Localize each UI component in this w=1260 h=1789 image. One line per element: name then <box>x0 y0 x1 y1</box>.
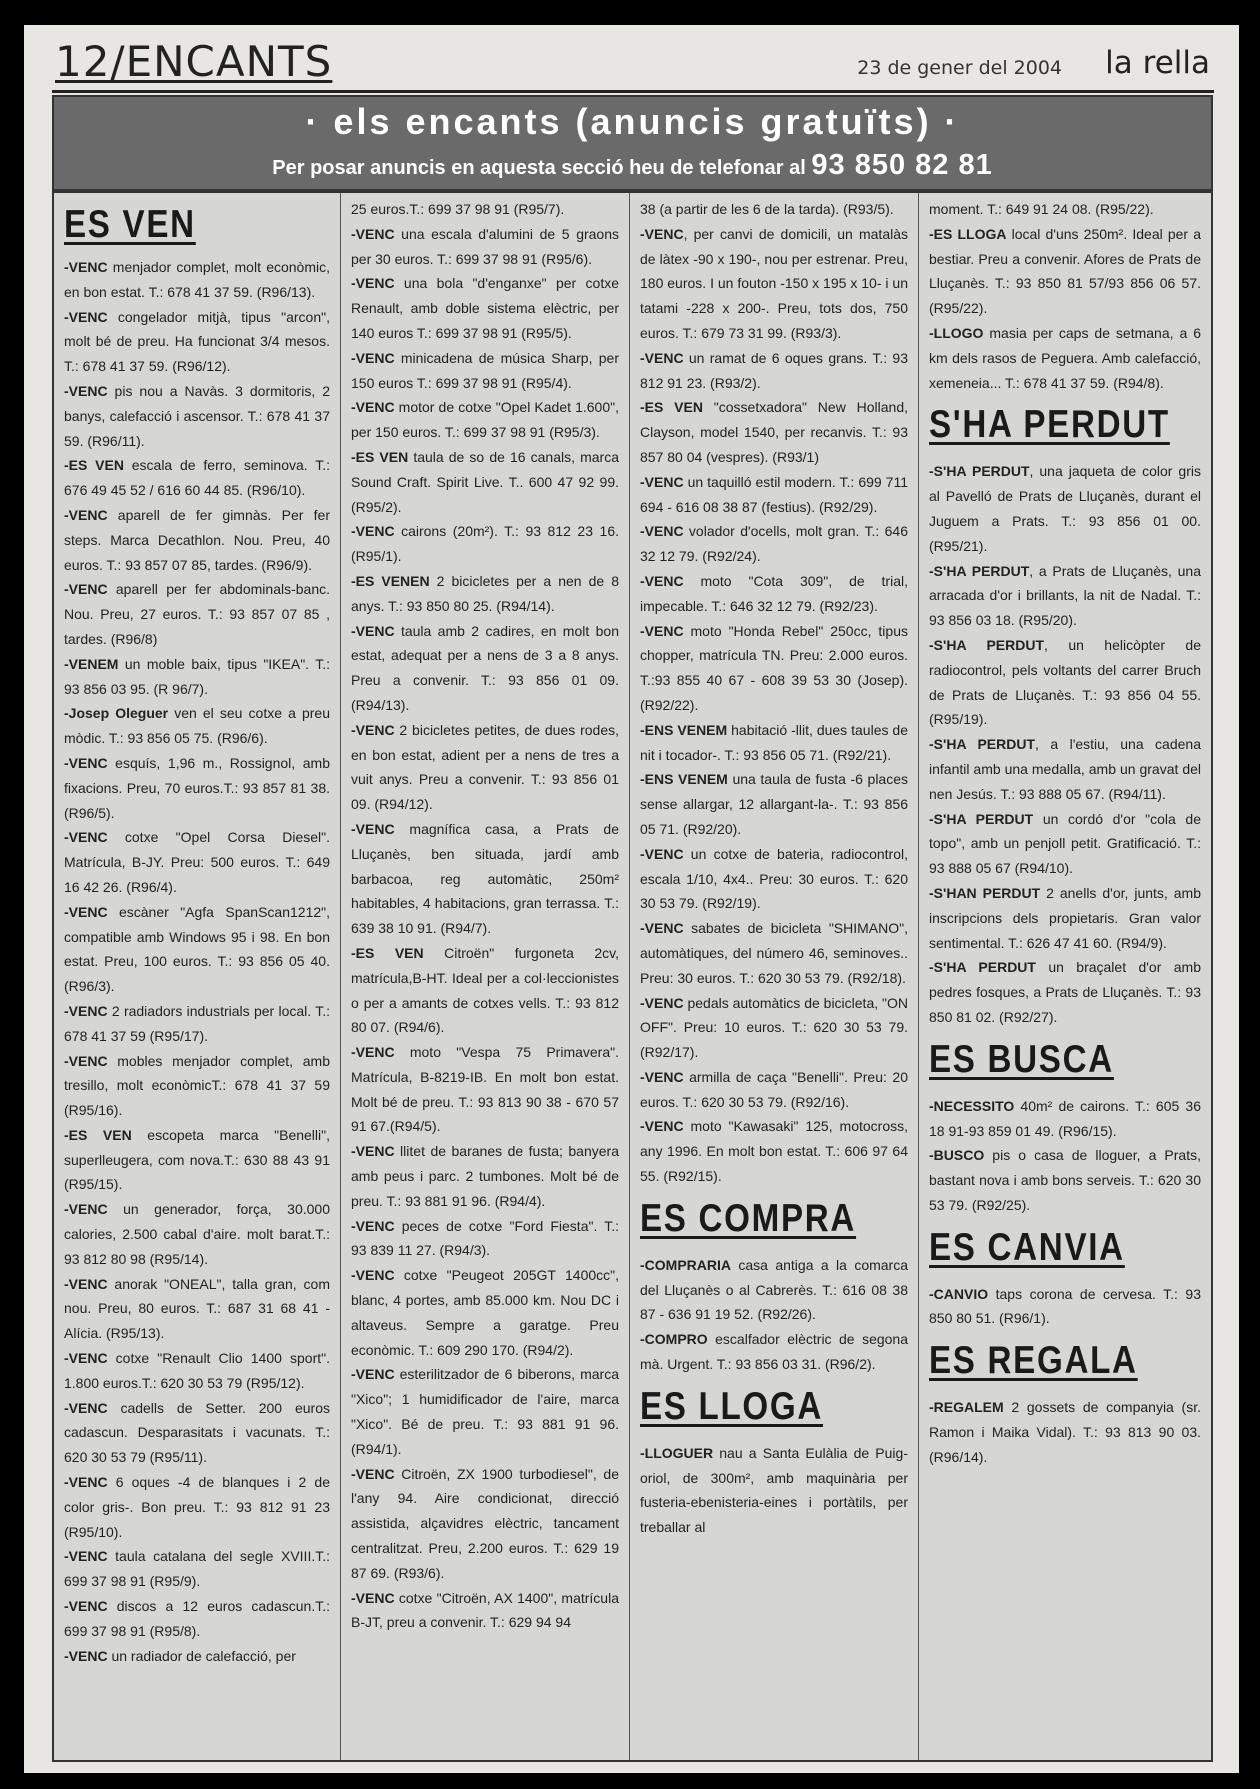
ad-text: 2 bicicletes petites, de dues rodes, en bon estat, adient per a nens de tres a vuit anys. Preu a convenir. T.: 93 856 01 09. (R94/12). <box>351 721 619 813</box>
column-2 <box>341 193 630 1760</box>
ad-keyword: -S'HA PERDUT <box>929 562 1030 579</box>
ad-keyword: -VENC <box>64 903 108 920</box>
classifieds-columns <box>52 191 1213 1762</box>
classified-ad <box>351 941 619 1040</box>
ad-keyword: -ES VEN <box>351 448 409 465</box>
ad-text: un ramat de 6 oques grans. T.: 93 812 91 23. (R93/2). <box>640 349 908 391</box>
banner-title: · els encants (anuncis gratuïts) · <box>305 101 960 142</box>
ad-text: taula catalana del segle XVIII.T.: 699 37 98 91 (R95/9). <box>64 1548 330 1590</box>
banner-subtitle-text: Per posar anuncis en aquesta secció heu de telefonar al <box>272 157 806 179</box>
ad-text: escala de ferro, seminova. T.: 676 49 45 52 / 616 60 44 85. (R96/10). <box>64 457 331 499</box>
classified-ad <box>64 1396 330 1470</box>
classified-ad <box>351 1139 619 1213</box>
classified-ad <box>351 1462 619 1586</box>
ad-text: llitet de baranes de fusta; banyera amb peus i parc. 2 tumbones. Molt bé de preu. T.: 93 881 91 96. (R94/4). <box>351 1143 619 1209</box>
ad-keyword: -VENC <box>351 523 395 540</box>
classified-ad <box>64 503 330 577</box>
category-heading-es-busca: ES BUSCA <box>929 1037 1114 1081</box>
ad-keyword: -VENC <box>351 1589 395 1606</box>
classified-ad <box>929 1395 1201 1469</box>
ad-text: magnífica casa, a Prats de Lluçanès, ben situada, jardí amb barbacoa, reg automàtic, 250m² habitables, 4 habitacions, gran terrassa. T.: 639 38 10 91. (R94/7). <box>351 820 619 937</box>
ad-text: cadells de Setter. 200 euros cadascun. Desparasitats i vacunats. T.: 620 30 53 79 (R95/11). <box>64 1399 330 1466</box>
ad-text: congelador mitjà, tipus "arcon", molt bé de preu. Ha funcionat 3/4 mesos. T.: 678 41 37 59. (R96/12). <box>64 308 330 375</box>
classified-ad <box>640 222 908 346</box>
ad-text: moto "Honda Rebel" 250cc, tipus chopper, matrícula TN. Preu: 2.000 euros. T.:93 855 40 67 - 608 39 53 30 (Josep). (R92/22). <box>640 622 908 713</box>
classified-ad <box>640 991 908 1065</box>
ad-text: menjador complet, molt econòmic, en bon estat. T.: 678 41 37 59. (R96/13). <box>64 259 330 300</box>
ad-keyword: -VENC <box>64 308 108 325</box>
section-title: 12/ENCANTS <box>55 37 333 86</box>
ad-text: 2 radiadors industrials per local. T.: 678 41 37 59 (R95/17). <box>64 1002 330 1044</box>
ad-keyword: -LLOGO <box>929 324 984 341</box>
ad-keyword: -VENC <box>351 225 395 242</box>
ad-keyword: -VENC <box>351 820 395 837</box>
classified-ad <box>351 569 619 619</box>
classified-ad <box>64 701 330 751</box>
classified-ad <box>351 395 619 445</box>
classified-ad <box>351 817 619 941</box>
classified-ad <box>929 881 1201 955</box>
banner-phone: 93 850 82 81 <box>811 149 993 181</box>
classified-ad <box>64 1644 330 1669</box>
classified-ad <box>640 1327 908 1377</box>
ad-list <box>929 1395 1201 1469</box>
classified-ad <box>351 1214 619 1264</box>
ad-list <box>929 1094 1201 1218</box>
ad-keyword: -LLOGUER <box>640 1444 714 1461</box>
classified-ad <box>64 1049 330 1123</box>
ad-text: una escala d'alumini de 5 graons per 30 euros. T.: 699 37 98 91 (R95/6). <box>351 225 619 267</box>
classified-ad <box>640 718 908 768</box>
ad-keyword: -VENC <box>64 1002 108 1019</box>
ad-keyword: -VENC <box>640 349 684 366</box>
classified-ad <box>640 346 908 396</box>
classified-ad <box>351 445 619 519</box>
column-4 <box>919 193 1211 1760</box>
ad-list <box>929 197 1201 395</box>
classified-ad <box>351 718 619 817</box>
classified-ad <box>64 305 330 379</box>
ad-text: cotxe "Renault Clio 1400 sport". 1.800 euros.T.: 620 30 53 79 (R95/12). <box>64 1350 330 1391</box>
ad-keyword: -ES VEN <box>640 399 703 416</box>
ad-text: discos a 12 euros cadascun.T.: 699 37 98 91 (R95/8). <box>64 1598 330 1639</box>
classified-ad <box>64 1197 330 1271</box>
ad-text: Citroën" furgoneta 2cv, matrícula,B-HT. Ideal per a col·leccionistes o per a amants de cotxes vells. T.: 93 812 80 07. (R94/6). <box>351 944 619 1036</box>
ad-text: un taquilló estil modern. T.: 699 711 694 - 616 08 38 87 (festius). (R92/29). <box>640 473 908 515</box>
ad-text: Citroën, ZX 1900 turbodiesel", de l'any 94. Aire condicionat, direcció assistida, alçavidres elèctric, tancament centralitzat. Preu, 2.200 euros. T.: 629 19 87 69. (R93/6). <box>351 1465 619 1581</box>
ad-text: peces de cotxe "Ford Fiesta". T.: 93 839 11 27. (R94/3). <box>351 1217 619 1259</box>
ad-keyword: -S'HA PERDUT <box>929 810 1034 827</box>
classified-ad <box>64 900 330 999</box>
classified-ad <box>351 619 619 718</box>
ad-keyword: -VENC <box>640 920 684 937</box>
classified-ad <box>351 1263 619 1362</box>
ad-keyword: -VENC <box>640 225 684 242</box>
ad-keyword: -Josep Oleguer <box>64 705 169 722</box>
ad-keyword: -VENC <box>351 399 395 416</box>
classified-ad <box>929 955 1201 1029</box>
ad-text: 25 euros.T.: 699 37 98 91 (R95/7). <box>351 201 565 217</box>
classified-ad <box>351 1586 619 1636</box>
classified-ad <box>929 197 1201 222</box>
ad-keyword: -VENC <box>64 382 108 399</box>
category-heading-es-compra: ES COMPRA <box>640 1196 857 1240</box>
ad-keyword: -VENC <box>351 721 395 738</box>
category-heading-es-regala: ES REGALA <box>929 1339 1138 1383</box>
ad-text: masia per caps de setmana, a 6 km dels rasos de Peguera. Amb calefacció, xemeneia... T.: 678 41 37 59. (R94/8). <box>929 324 1201 391</box>
ad-keyword: -ES VEN <box>351 944 424 961</box>
ad-text: cotxe "Peugeot 205GT 1400cc", blanc, 4 portes, amb 85.000 km. Nou DC i altaveus. Sempre a garatge. Preu econòmic. T.: 609 290 170. (R94/2). <box>351 1267 619 1358</box>
ad-list <box>351 197 619 1635</box>
ad-keyword: -VENC <box>351 349 395 366</box>
ad-text: anorak "ONEAL", talla gran, com nou. Preu, 80 euros. T.: 687 31 68 41 - Alícia. (R95/13). <box>64 1275 330 1342</box>
ad-text: moto "Vespa 75 Primavera". Matrícula, B-8219-IB. En molt bon estat. Molt bé de preu. T.: 93 813 90 38 - 670 57 91 67.(R94/5). <box>351 1044 619 1135</box>
ad-text: nau a Santa Eulàlia de Puig-oriol, de 300m², amb maquinària per fusteria-ebenisteria-eines i portàtils, per treballar al <box>640 1444 908 1536</box>
classified-ad <box>640 619 908 718</box>
ad-text: moto "Cota 309", de trial, impecable. T.: 646 32 12 79. (R92/23). <box>640 572 908 614</box>
classified-ad <box>351 1040 619 1139</box>
ad-keyword: -REGALEM <box>929 1399 1004 1416</box>
ad-text: un cordó d'or "cola de topo", amb un penjoll petit. Gratificació. T.: 93 888 05 67 (R94/10). <box>929 810 1201 877</box>
ad-keyword: -VENC <box>351 1366 395 1383</box>
ad-text: 38 (a partir de les 6 de la tarda). (R93/5). <box>640 201 894 217</box>
ad-keyword: -VENC <box>351 1044 395 1061</box>
ad-list <box>640 1441 908 1540</box>
classified-ad <box>640 569 908 619</box>
ad-text: una taula de fusta -6 places sense allargar, 12 allargant-la-. T.: 93 856 05 71. (R92/20). <box>640 771 908 837</box>
ad-text: sabates de bicicleta "SHIMANO", automàtiques, del número 46, seminoves.. Preu: 30 euros. T.: 620 30 53 79. (R92/18). <box>640 920 908 986</box>
ad-text: escalfador elèctric de segona mà. Urgent. T.: 93 856 03 31. (R96/2). <box>640 1331 908 1373</box>
classified-ad <box>929 807 1201 881</box>
ad-text: pedals automàtics de bicicleta, "ON OFF". Preu: 10 euros. T.: 620 30 53 79. (R92/17). <box>640 994 908 1061</box>
ad-text: armilla de caça "Benelli". Preu: 20 euros. T.: 620 30 53 79. (R92/16). <box>640 1068 908 1110</box>
category-heading-es-ven: ES VEN <box>64 203 196 246</box>
banner-subtitle <box>54 149 1211 182</box>
ad-list <box>929 459 1201 1029</box>
ad-text: aparell per fer abdominals-banc. Nou. Preu, 27 euros. T.: 93 857 07 85 , tardes. (R96/8) <box>64 581 330 647</box>
classified-ad <box>929 222 1201 321</box>
classified-ad <box>351 1362 619 1461</box>
ad-keyword: -VENC <box>640 845 684 862</box>
classified-ad <box>64 652 330 702</box>
classified-ad <box>351 271 619 345</box>
classifieds-banner <box>52 95 1213 191</box>
ad-text: escàner "Agfa SpanScan1212", compatible amb Windows 95 i 98. En bon estat. Preu, 100 euros. T.: 93 856 05 40. (R96/3). <box>64 903 330 995</box>
ad-keyword: -VENC <box>64 1548 108 1565</box>
ad-keyword: -VENC <box>64 1201 108 1218</box>
ad-list <box>640 1253 908 1377</box>
classified-ad <box>929 1094 1201 1144</box>
ad-text: un radiador de calefacció, per <box>107 1647 296 1664</box>
ad-keyword: -VENC <box>64 1598 108 1615</box>
category-heading-es-canvia: ES CANVIA <box>929 1225 1125 1269</box>
classified-ad <box>64 999 330 1049</box>
classified-ad <box>640 1441 908 1540</box>
ad-text: , per canvi de domicili, un matalàs de làtex -90 x 190-, nou per estrenar. Preu, 180 euros. I un fouton -150 x 195 x 10- i un tatami -228 x 200-. Preu, tots dos, 750 euros. T.: 679 73 31 99. (R93/3). <box>640 225 908 341</box>
ad-keyword: -ES VEN <box>64 457 124 474</box>
ad-text: cotxe "Opel Corsa Diesel". Matrícula, B-JY. Preu: 500 euros. T.: 649 16 42 26. (R96/4). <box>64 829 330 895</box>
ad-keyword: -VENC <box>351 1143 395 1160</box>
ad-text: pis o casa de lloguer, a Prats, bastant nova i amb bons serveis. T.: 620 30 53 79. (R92/25). <box>929 1147 1201 1213</box>
classified-ad <box>351 346 619 396</box>
classified-ad <box>351 519 619 569</box>
ad-keyword: -VENC <box>351 1267 395 1284</box>
ad-text: 2 gossets de companyia (sr. Ramon i Maika Vidal). T.: 93 813 90 03. (R96/14). <box>929 1399 1201 1465</box>
ad-list <box>929 1282 1201 1332</box>
ad-text: cairons (20m²). T.: 93 812 23 16. (R95/1). <box>351 523 619 565</box>
column-3 <box>630 193 919 1760</box>
ad-keyword: -COMPRARIA <box>640 1256 731 1273</box>
ad-keyword: -VENC <box>640 473 684 490</box>
classified-ad <box>640 470 908 520</box>
ad-keyword: -S'HAN PERDUT <box>929 884 1041 901</box>
ad-text: un generador, força, 30.000 calories, 2.500 cabal d'aire. molt barat.T.: 93 812 80 98 (R95/14). <box>64 1201 330 1267</box>
classified-ad <box>640 1114 908 1188</box>
classified-ad <box>64 1346 330 1396</box>
ad-text: taps corona de cervesa. T.: 93 850 80 51. (R96/1). <box>929 1285 1201 1327</box>
newspaper-page <box>24 25 1239 1773</box>
ad-keyword: -VENC <box>640 1068 684 1085</box>
classified-ad <box>640 1065 908 1115</box>
ad-text: pis nou a Navàs. 3 dormitoris, 2 banys, calefacció i ascensor. T.: 678 41 37 59. (R96/11). <box>64 382 330 449</box>
classified-ad <box>929 633 1201 732</box>
ad-text: un moble baix, tipus "IKEA". T.: 93 856 03 95. (R 96/7). <box>64 655 330 697</box>
classified-ad <box>64 751 330 825</box>
ad-keyword: -VENC <box>64 1647 108 1664</box>
classified-ad <box>929 559 1201 633</box>
ad-text: , un helicòpter de radiocontrol, pels voltants del carrer Bruch de Prats de Lluçanès. T.: 93 856 04 55. (R95/19). <box>929 636 1202 728</box>
ad-text: local d'uns 250m². Ideal per a bestiar. Preu a convenir. Afores de Prats de Lluçanès. T.: 93 850 81 57/93 856 06 57. (R95/22). <box>929 225 1201 317</box>
ad-text: aparell de fer gimnàs. Per fer steps. Marca Decathlon. Nou. Preu, 40 euros. T.: 93 857 07 85, tardes. (R96/9). <box>64 506 330 573</box>
ad-text: mobles menjador complet, amb tresillo, molt econòmicT.: 678 41 37 59 (R95/16). <box>64 1052 330 1119</box>
ad-keyword: -VENC <box>64 581 108 598</box>
page-header <box>52 35 1214 93</box>
classified-ad <box>64 825 330 899</box>
ad-keyword: -VENC <box>64 1350 108 1367</box>
ad-list <box>640 197 908 1189</box>
classified-ad <box>640 916 908 990</box>
ad-keyword: -VENC <box>640 572 684 589</box>
ad-keyword: -VENC <box>640 622 684 639</box>
ad-keyword: -VENC <box>351 622 395 639</box>
ad-keyword: -ES VEN <box>64 1126 132 1143</box>
classified-ad <box>929 459 1201 558</box>
classified-ad <box>929 732 1201 806</box>
classified-ad <box>640 519 908 569</box>
ad-keyword: -S'HA PERDUT <box>929 736 1036 753</box>
ad-keyword: -VENC <box>64 259 108 275</box>
ad-keyword: -VENC <box>351 275 395 292</box>
masthead: la rella <box>1105 45 1210 81</box>
ad-keyword: -VENC <box>351 1217 395 1234</box>
ad-text: casa antiga a la comarca del Lluçanès o al Cabrerès. T.: 616 08 38 87 - 636 91 19 52. (R92/26). <box>640 1256 908 1323</box>
ad-keyword: -ENS VENEM <box>640 771 728 788</box>
ad-text: 6 oques -4 de blanques i 2 de color gris-. Bon preu. T.: 93 812 91 23 (R95/10). <box>64 1474 330 1540</box>
ad-text: taula de so de 16 canals, marca Sound Craft. Spirit Live. T.. 600 47 92 99. (R95/2). <box>351 448 619 515</box>
ad-keyword: -VENC <box>64 829 108 846</box>
ad-text: escopeta marca "Benelli", superlleugera, com nova.T.: 630 88 43 91 (R95/15). <box>64 1126 330 1193</box>
classified-ad <box>64 1272 330 1346</box>
ad-keyword: -VENC <box>640 523 684 540</box>
ad-text: volador d'ocells, molt gran. T.: 646 32 12 79. (R92/24). <box>640 523 908 565</box>
issue-date: 23 de gener del 2004 <box>857 57 1062 79</box>
ad-keyword: -COMPRO <box>640 1331 708 1348</box>
classified-ad <box>640 842 908 916</box>
category-heading-es-lloga: ES LLOGA <box>640 1384 824 1428</box>
classified-ad <box>64 1544 330 1594</box>
classified-ad <box>351 222 619 272</box>
ad-text: ven el seu cotxe a preu mòdic. T.: 93 856 05 75. (R96/6). <box>64 705 330 747</box>
ad-keyword: -VENEM <box>64 655 119 672</box>
classified-ad <box>929 1143 1201 1217</box>
ad-text: moment. T.: 649 91 24 08. (R95/22). <box>929 201 1154 217</box>
classified-ad <box>64 453 330 503</box>
ad-keyword: -VENC <box>351 1465 395 1482</box>
ad-text: 40m² de cairons. T.: 605 36 18 91-93 859 01 49. (R96/15). <box>929 1097 1201 1139</box>
classified-ad <box>64 1123 330 1197</box>
classified-ad <box>929 1282 1201 1332</box>
ad-keyword: -S'HA PERDUT <box>929 636 1045 653</box>
ad-text: esterilitzador de 6 biberons, marca "Xico"; 1 humidificador de l'aire, marca "Xico". Bé de preu. T.: 93 881 91 96. (R94/1). <box>351 1366 619 1457</box>
ad-keyword: -VENC <box>64 1474 108 1491</box>
ad-keyword: -S'HA PERDUT <box>929 959 1036 976</box>
ad-text: 2 anells d'or, junts, amb inscripcions dels propietaris. Gran valor sentimental. T.: 626 47 41 60. (R94/9). <box>929 884 1201 951</box>
ad-text: un braçalet d'or amb pedres fosques, a Prats de Lluçanès. T.: 93 850 81 02. (R92/27). <box>929 959 1201 1025</box>
ad-keyword: -S'HA PERDUT <box>929 463 1030 480</box>
ad-keyword: -ENS VENEM <box>640 721 728 738</box>
ad-text: esquís, 1,96 m., Rossignol, amb fixacions. Preu, 70 euros.T.: 93 857 81 38. (R96/5). <box>64 754 330 821</box>
ad-text: , una jaqueta de color gris al Pavelló de Prats de Lluçanès, durant el Juguem a Prats. T.: 93 856 01 00. (R95/21). <box>929 463 1201 554</box>
ad-keyword: -VENC <box>64 506 108 523</box>
classified-ad <box>929 321 1201 395</box>
ad-text: taula amb 2 cadires, en molt bon estat, adequat per a nens de 3 a 8 anys. Preu a convenir. T.: 93 856 01 09. (R94/13). <box>351 622 619 713</box>
ad-keyword: -BUSCO <box>929 1147 985 1164</box>
ad-text: una bola "d'enganxe" per cotxe Renault, amb doble sistema elèctric, per 140 euros T.: 699 37 98 91 (R95/5). <box>351 275 619 341</box>
ad-keyword: -ES LLOGA <box>929 225 1007 242</box>
ad-text: moto "Kawasaki" 125, motocross, any 1996. En molt bon estat. T.: 606 97 64 55. (R92/15). <box>640 1118 908 1185</box>
ad-keyword: -ES VENEN <box>351 572 430 589</box>
ad-text: minicadena de música Sharp, per 150 euros T.: 699 37 98 91 (R95/4). <box>351 349 619 391</box>
ad-text: , a Prats de Lluçanès, una arracada d'or i brillants, la nit de Nadal. T.: 93 856 03 18. (R95/20). <box>929 562 1201 629</box>
ad-keyword: -VENC <box>64 754 108 771</box>
ad-text: motor de cotxe "Opel Kadet 1.600", per 150 euros. T.: 699 37 98 91 (R95/3). <box>351 399 619 441</box>
classified-ad <box>640 1253 908 1327</box>
ad-keyword: -VENC <box>640 1118 684 1135</box>
ad-keyword: -VENC <box>64 1399 108 1416</box>
ad-list <box>64 255 330 1668</box>
classified-ad <box>640 197 908 222</box>
ad-text: 2 bicicletes per a nen de 8 anys. T.: 93 850 80 25. (R94/14). <box>351 572 619 614</box>
ad-keyword: -NECESSITO <box>929 1097 1015 1114</box>
classified-ad <box>64 1594 330 1644</box>
ad-keyword: -VENC <box>640 994 684 1011</box>
ad-text: habitació -llit, dues taules de nit i tocador-. T.: 93 856 05 71. (R92/21). <box>640 721 908 763</box>
classified-ad <box>640 395 908 469</box>
classified-ad <box>64 255 330 305</box>
ad-text: cotxe "Citroën, AX 1400", matrícula B-JT, preu a convenir. T.: 629 94 94 <box>351 1589 619 1631</box>
ad-keyword: -VENC <box>64 1275 108 1292</box>
ad-text: un cotxe de bateria, radiocontrol, escala 1/10, 4x4.. Preu: 30 euros. T.: 620 30 53 79. (R92/19). <box>640 845 908 912</box>
category-heading-sha-perdut: S'HA PERDUT <box>929 403 1170 447</box>
classified-ad <box>351 197 619 222</box>
ad-keyword: -CANVIO <box>929 1285 989 1302</box>
classified-ad <box>64 1470 330 1544</box>
classified-ad <box>64 379 330 453</box>
ad-text: , a l'estiu, una cadena infantil amb una medalla, amb un gravat del nen Jesús. T.: 93 888 05 67. (R94/11). <box>929 736 1201 802</box>
classified-ad <box>64 577 330 651</box>
classified-ad <box>640 767 908 841</box>
column-1 <box>54 193 341 1760</box>
ad-text: "cossetxadora" New Holland, Clayson, model 1540, per recanvis. T.: 93 857 80 04 (vespres). (R93/1) <box>640 399 909 465</box>
ad-keyword: -VENC <box>64 1052 108 1069</box>
